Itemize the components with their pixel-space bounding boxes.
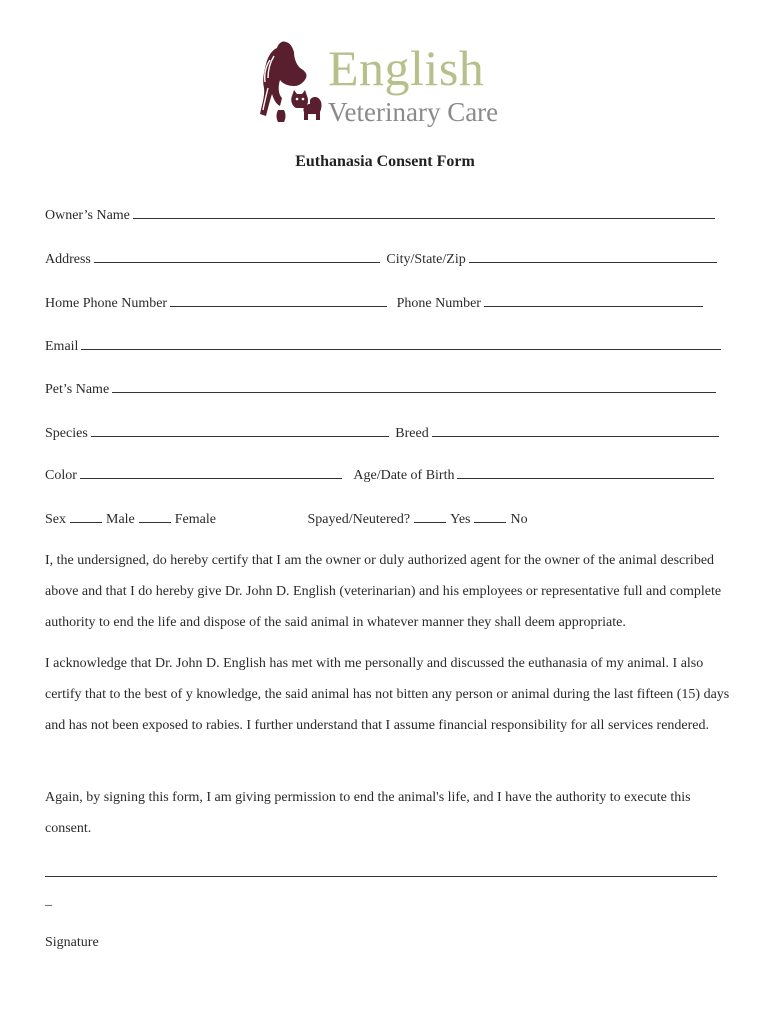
email-label: Email (45, 339, 79, 354)
logo-name: English (328, 40, 485, 96)
owners-name-field[interactable] (133, 204, 715, 219)
email-field[interactable] (81, 335, 721, 350)
sex-row (45, 508, 528, 528)
phone-row (45, 292, 703, 312)
spayed-neutered-label: Spayed/Neutered? (307, 512, 411, 527)
city-state-zip-field[interactable] (469, 248, 717, 263)
no-label: No (510, 512, 528, 527)
age-dob-field[interactable] (457, 464, 714, 479)
color-label: Color (45, 468, 77, 483)
home-phone-field[interactable] (170, 292, 387, 307)
owners-name-row (45, 204, 715, 224)
pets-name-label: Pet’s Name (45, 382, 110, 397)
pets-name-field[interactable] (112, 378, 716, 393)
color-field[interactable] (80, 464, 342, 479)
breed-label: Breed (395, 426, 429, 441)
signature-label: Signature (45, 935, 99, 950)
logo-subtitle: Veterinary Care (328, 97, 499, 127)
species-label: Species (45, 426, 88, 441)
email-row (45, 335, 721, 355)
horse-cat-dog-logo-icon (256, 38, 326, 124)
male-label: Male (106, 512, 135, 527)
phone-label: Phone Number (396, 296, 481, 311)
species-field[interactable] (91, 422, 389, 437)
breed-field[interactable] (432, 422, 719, 437)
female-label: Female (174, 512, 216, 527)
logo (256, 38, 536, 130)
signature-dash: _ (45, 893, 52, 908)
pets-name-row (45, 378, 716, 398)
city-state-zip-label: City/State/Zip (386, 252, 466, 267)
sex-label: Sex (45, 512, 66, 527)
color-row (45, 464, 714, 484)
form-title: Euthanasia Consent Form (295, 153, 475, 170)
address-row (45, 248, 717, 268)
owners-name-label: Owner’s Name (45, 208, 130, 223)
signature-line[interactable] (45, 876, 717, 877)
consent-paragraph-3: Again, by signing this form, I am giving permission to end the animal's life, and I have the authority to execute this consent. (45, 790, 691, 836)
consent-paragraph-1: I, the undersigned, do hereby certify that I am the owner or duly authorized agent for the owner of the animal described above and that I do hereby give Dr. John D. English (veterinarian) and his employees or representative full and complete authority to end the life and dispose of the said animal in whatever manner they shall deem appropriate. (45, 553, 722, 630)
address-field[interactable] (94, 248, 380, 263)
male-field[interactable] (70, 508, 102, 523)
female-field[interactable] (139, 508, 171, 523)
home-phone-label: Home Phone Number (45, 296, 168, 311)
address-label: Address (45, 252, 91, 267)
consent-paragraph-2: I acknowledge that Dr. John D. English has met with me personally and discussed the euthanasia of my animal. I also certify that to the best of y knowledge, the said animal has not bitten any person or animal during the last fifteen (15) days and has not been exposed to rabies. I further understand that I assume financial responsibility for all services rendered. (45, 656, 730, 733)
no-field[interactable] (474, 508, 506, 523)
species-row (45, 422, 719, 442)
yes-label: Yes (450, 512, 471, 527)
phone-field[interactable] (484, 292, 703, 307)
age-dob-label: Age/Date of Birth (353, 468, 455, 483)
yes-field[interactable] (414, 508, 446, 523)
